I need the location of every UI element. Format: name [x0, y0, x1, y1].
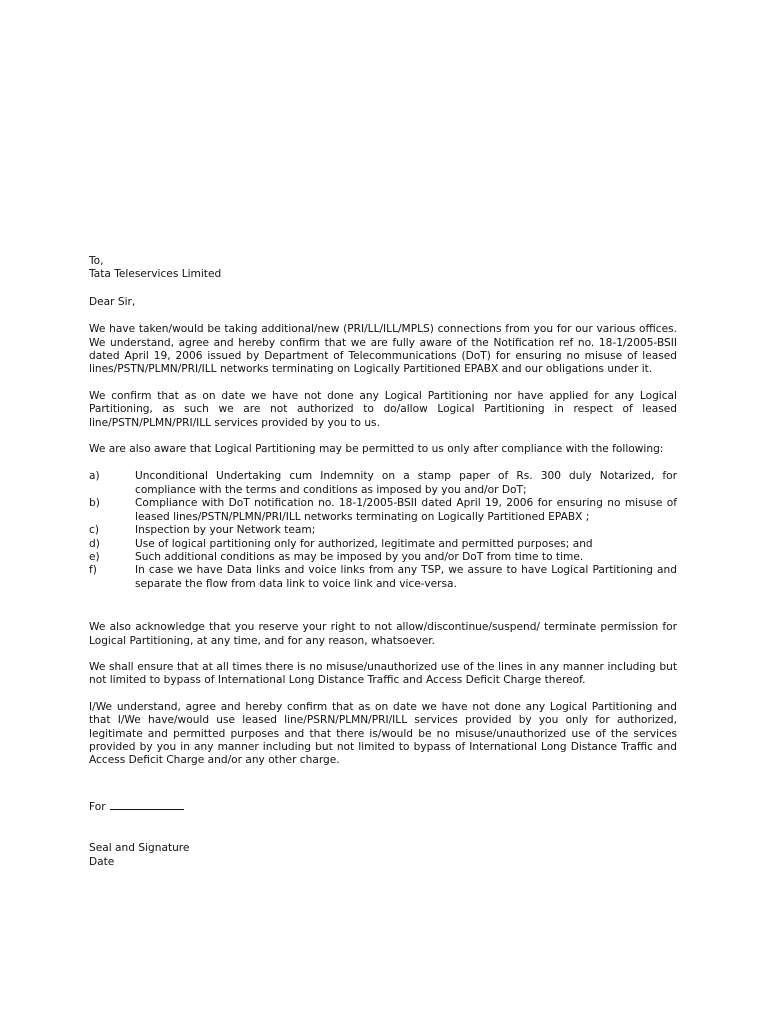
signatory-blank	[110, 798, 184, 810]
list-item-text: Unconditional Undertaking cum Indemnity on a stamp paper of Rs. 300 duly Notarized, for compliance with the terms and conditions as imposed by you and/or DoT;	[135, 470, 677, 496]
list-marker: a)	[89, 470, 100, 483]
list-marker: d)	[89, 537, 100, 550]
paragraph-reservation: We also acknowledge that you reserve your right to not allow/discontinue/suspend/ terminate permission for Logical Partitioning, at any time, and for any reason, whatsoever.	[89, 621, 677, 647]
paragraph-compliance-intro: We are also aware that Logical Partitioning may be permitted to us only after compliance with the following:	[89, 443, 664, 456]
seal-signature-label: Seal and Signature	[89, 842, 190, 855]
list-item	[89, 564, 677, 591]
paragraph-confirmation: We confirm that as on date we have not done any Logical Partitioning nor have applied for any Logical Partitioning, as such we are not authorized to do/allow Logical Partitioning in respect of leased line/PSTN/PLMN/PRI/ILL services provided by you to us.	[89, 389, 677, 429]
list-item-text: Inspection by your Network team;	[135, 524, 316, 537]
list-item	[89, 524, 677, 537]
list-item	[89, 551, 677, 564]
for-label: For	[89, 800, 106, 813]
recipient-name: Tata Teleservices Limited	[89, 268, 222, 281]
list-item	[89, 497, 677, 524]
list-marker: b)	[89, 497, 100, 510]
list-item-text: Use of logical partitioning only for authorized, legitimate and permitted purposes; and	[135, 537, 593, 550]
paragraph-undertaking: I/We understand, agree and hereby confirm that as on date we have not done any Logical Partitioning and that I/We have/would use leased line/PSRN/PLMN/PRI/ILL services provided by you only for authorized, legitimate and permitted purposes and that there is/would be no misuse/unauthorized use of the services provided by you in any manner including but not limited to bypass of International Long Distance Traffic and Access Deficit Charge and/or any other charge.	[89, 700, 677, 767]
list-item	[89, 470, 677, 497]
list-item	[89, 538, 677, 551]
list-item-text: In case we have Data links and voice links from any TSP, we assure to have Logical Partitioning and separate the flow from data link to voice link and vice-versa.	[135, 564, 677, 590]
list-marker: f)	[89, 564, 97, 577]
greeting: Dear Sir,	[89, 295, 136, 308]
letter-document	[89, 255, 677, 869]
paragraph-notification: We have taken/would be taking additional/new (PRI/LL/ILL/MPLS) connections from you for our various offices. We understand, agree and hereby confirm that we are fully aware of the Notification ref no. 18-1/2005-BSII dated April 19, 2006 issued by Department of Telecommunications (DoT) for ensuring no misuse of leased lines/PSTN/PLMN/PRI/ILL networks terminating on Logically Partitioned EPABX and our obligations under it.	[89, 323, 677, 376]
list-item-text: Compliance with DoT notification no. 18-1/2005-BSII dated April 19, 2006 for ensuring no misuse of leased lines/PSTN/PLMN/PRI/ILL networks terminating on Logically Partitioned EPABX ;	[135, 497, 677, 523]
conditions-list	[89, 470, 677, 591]
paragraph-no-misuse: We shall ensure that at all times there is no misuse/unauthorized use of the lines in any manner including but not limited to bypass of International Long Distance Traffic and Access Deficit Charge thereof.	[89, 660, 677, 687]
for-line	[89, 798, 677, 814]
list-marker: c)	[89, 524, 99, 537]
salutation-to: To,	[89, 255, 104, 267]
list-item-text: Such additional conditions as may be imposed by you and/or DoT from time to time.	[135, 550, 584, 563]
date-label: Date	[89, 855, 115, 868]
list-marker: e)	[89, 550, 100, 563]
